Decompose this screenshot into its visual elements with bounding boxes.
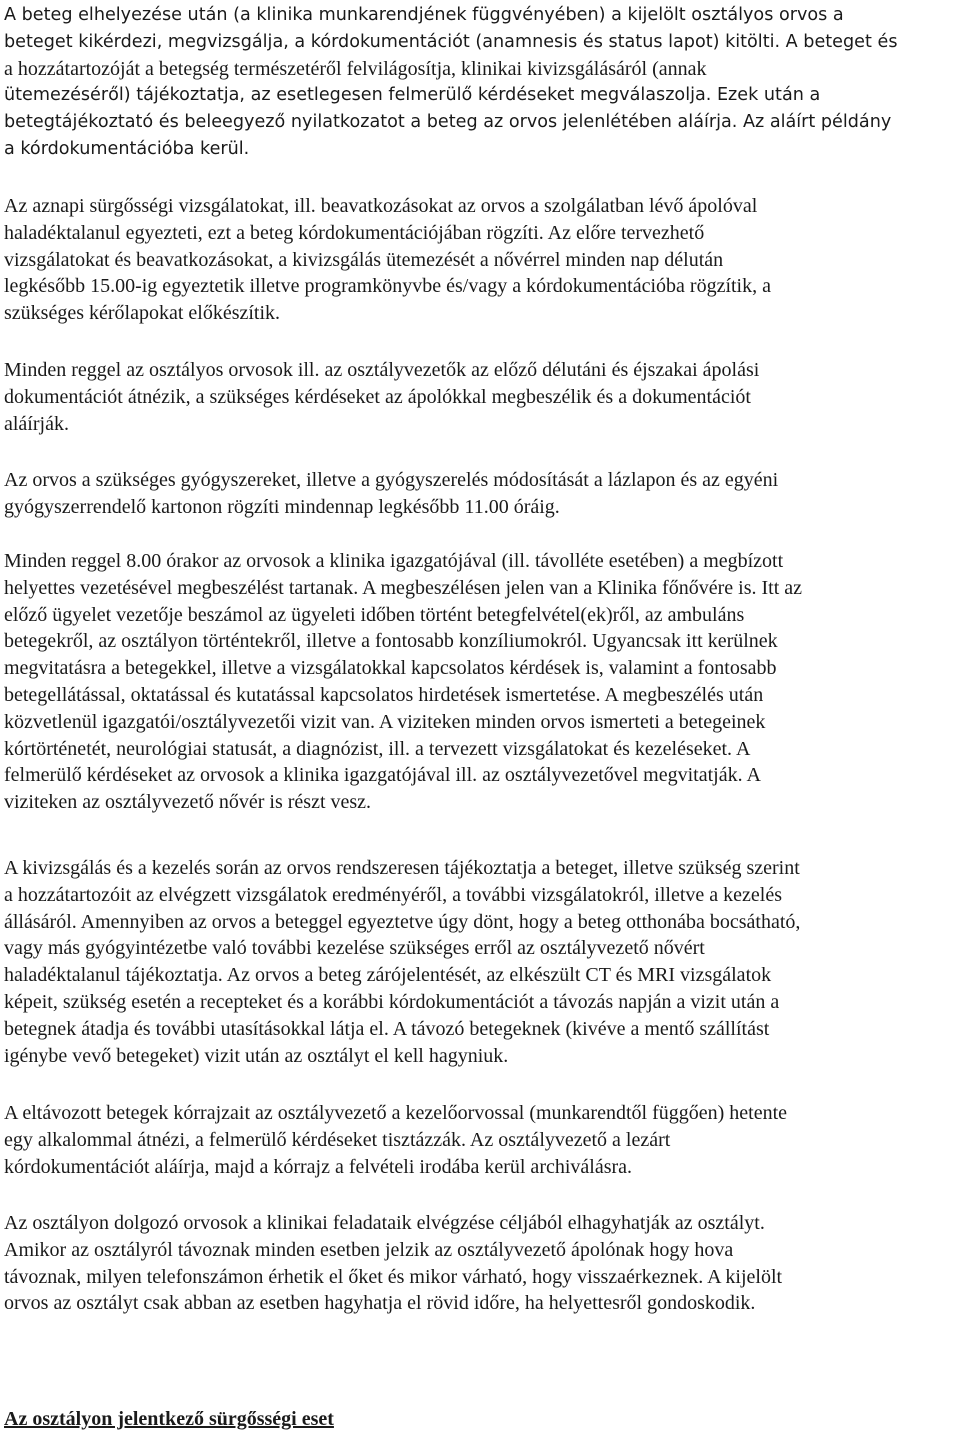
paragraph-line: kórtörténetét, neurológiai statusát, a diagnózist, ill. a tervezett vizsgálatokat és kezeléseket. A (4, 737, 751, 760)
paragraph-line: A beteg elhelyezése után (a klinika munkarendjének függvényében) a kijelölt osztályos orvos a (4, 5, 844, 25)
paragraph-line: állásáról. Amennyiben az orvos a beteggel egyeztetve úgy dönt, hogy a beteg otthonába bocsátható, (4, 910, 801, 933)
paragraph-line: betegekről, az osztályon történtekről, illetve a fontosabb konzíliumokról. Ugyancsak itt kerülnek (4, 630, 778, 653)
paragraph-line: Az osztályon dolgozó orvosok a klinikai feladataik elvégzése céljából elhagyhatják az osztályt. (4, 1212, 765, 1234)
paragraph-line: aláírják. (4, 412, 69, 435)
paragraph-line: beteget kikérdezi, megvizsgálja, a kórdokumentációt (anamnesis és status lapot) kitölti. A beteget és (4, 31, 898, 52)
paragraph-line: betegtájékoztató és beleegyező nyilatkozatot a beteg az orvos jelenlétében aláírja. Az aláírt példány (4, 112, 892, 133)
paragraph-line: a hozzátartozóját a betegség természetéről felvilágosítja, klinikai kivizsgálásáról (annak (4, 57, 707, 80)
paragraph-line: helyettes vezetésével megbeszélést tartanak. A megbeszélésen jelen van a Klinika főnővére is. Itt az (4, 576, 802, 599)
paragraph-line: Az orvos a szükséges gyógyszereket, illetve a gyógyszerelés módosítását a lázlapon és az egyéni (4, 469, 779, 491)
section-heading: Az osztályon jelentkező sürgősségi eset (4, 1408, 334, 1430)
paragraph-line: képeit, szükség esetén a recepteket és a korábbi kórdokumentációt a távozás napján a vizit után a (4, 990, 780, 1013)
paragraph-line: gyógyszerrendelő kartonon rögzíti mindennap legkésőbb 11.00 óráig. (4, 495, 560, 518)
paragraph-line: orvos az osztályt csak abban az esetben hagyhatja el rövid időre, ha helyettesről gondoskodik. (4, 1292, 756, 1315)
paragraph-line: egy alkalommal átnézi, a felmerülő kérdéseket tisztázzák. Az osztályvezető a lezárt (4, 1128, 671, 1151)
paragraph-line: vizsgálatokat és beavatkozásokat, a kivizsgálás ütemezését a nővérrel minden nap délután (4, 248, 724, 271)
paragraph (4, 1100, 787, 1180)
paragraph (4, 357, 759, 437)
paragraph-line: a kórdokumentációba kerül. (4, 138, 250, 159)
paragraph-line: felmerülő kérdéseket az orvosok a klinika igazgatójával ill. az osztályvezetővel megvitatják. A (4, 764, 761, 787)
paragraph-line: betegnek átadja és további utasításokkal látja el. A távozó betegeknek (kivéve a mentő szállítást (4, 1017, 770, 1040)
paragraph-line: A kivizsgálás és a kezelés során az orvos rendszeresen tájékoztatja a beteget, illetve szükség szerint (4, 857, 800, 879)
paragraph-line: Amikor az osztályról távoznak minden esetben jelzik az osztályvezető ápolónak hogy hova (4, 1238, 734, 1261)
paragraph-line: a hozzátartozóit az elvégzett vizsgálatok eredményéről, a további vizsgálatokról, illetve a kezelés (4, 883, 782, 906)
paragraph (4, 467, 778, 521)
paragraph-line: közvetlenül igazgatói/osztályvezetői vizit van. A viziteken minden orvos ismerteti a betegeinek (4, 710, 766, 733)
paragraph-line: kórdokumentációt aláírja, majd a kórrajz a felvételi irodába kerül archiválásra. (4, 1155, 633, 1178)
paragraph-line: Minden reggel az osztályos orvosok ill. az osztályvezetők az előző délutáni és éjszakai ápolási (4, 359, 760, 381)
paragraph-line: igénybe vevő betegeket) vizit után az osztályt el kell hagyniuk. (4, 1044, 509, 1067)
paragraph (4, 1210, 782, 1317)
paragraph-line: dokumentációt átnézik, a szükséges kérdéseket az ápolókkal megbeszélik és a dokumentációt (4, 385, 751, 408)
paragraph (4, 855, 800, 1069)
paragraph-line: A eltávozott betegek kórrajzait az osztályvezető a kezelőorvossal (munkarendtől függően) hetente (4, 1102, 788, 1124)
paragraph (4, 2, 897, 163)
paragraph-line: vagy más gyógyintézetbe való további kezelése szükséges erről az osztályvezető nővért (4, 937, 705, 960)
paragraph-line: viziteken az osztályvezető nővér is részt vesz. (4, 791, 372, 814)
paragraph-line: megvitatásra a betegekkel, illetve a vizsgálatokkal kapcsolatos kérdések is, valamint a fontosabb (4, 657, 777, 680)
paragraph-line: ütemezéséről) tájékoztatja, az esetlegesen felmerülő kérdéseket megválaszolja. Ezek után a (4, 85, 821, 106)
paragraph-line: Minden reggel 8.00 órakor az orvosok a klinika igazgatójával (ill. távolléte esetében) a megbízott (4, 550, 784, 572)
paragraph-line: szükséges kérőlapokat előkészítik. (4, 302, 281, 325)
paragraph-line: betegellátással, oktatással és kutatással kapcsolatos hirdetések ismertetése. A megbeszélés után (4, 683, 764, 706)
paragraph-line: Az aznapi sürgősségi vizsgálatokat, ill. beavatkozásokat az orvos a szolgálatban lévő ápolóval (4, 195, 758, 217)
paragraph-line: haladéktalanul egyezteti, ezt a beteg kórdokumentációjában rögzíti. Az előre tervezhető (4, 221, 705, 244)
paragraph (4, 193, 771, 327)
paragraph-line: előző ügyelet vezetője beszámol az ügyeleti időben történt betegfelvétel(ek)ről, az ambuláns (4, 603, 745, 626)
paragraph-line: legkésőbb 15.00-ig egyeztetik illetve programkönyvbe és/vagy a kórdokumentációba rögzítik, a (4, 275, 771, 298)
paragraph (4, 548, 802, 816)
paragraph-line: haladéktalanul tájékoztatja. Az orvos a beteg zárójelentését, az elkészült CT és MRI vizsgálatok (4, 964, 772, 987)
paragraph-line: távoznak, milyen telefonszámon érhetik el őket és mikor várható, hogy visszaérkeznek. A kijelölt (4, 1265, 783, 1288)
